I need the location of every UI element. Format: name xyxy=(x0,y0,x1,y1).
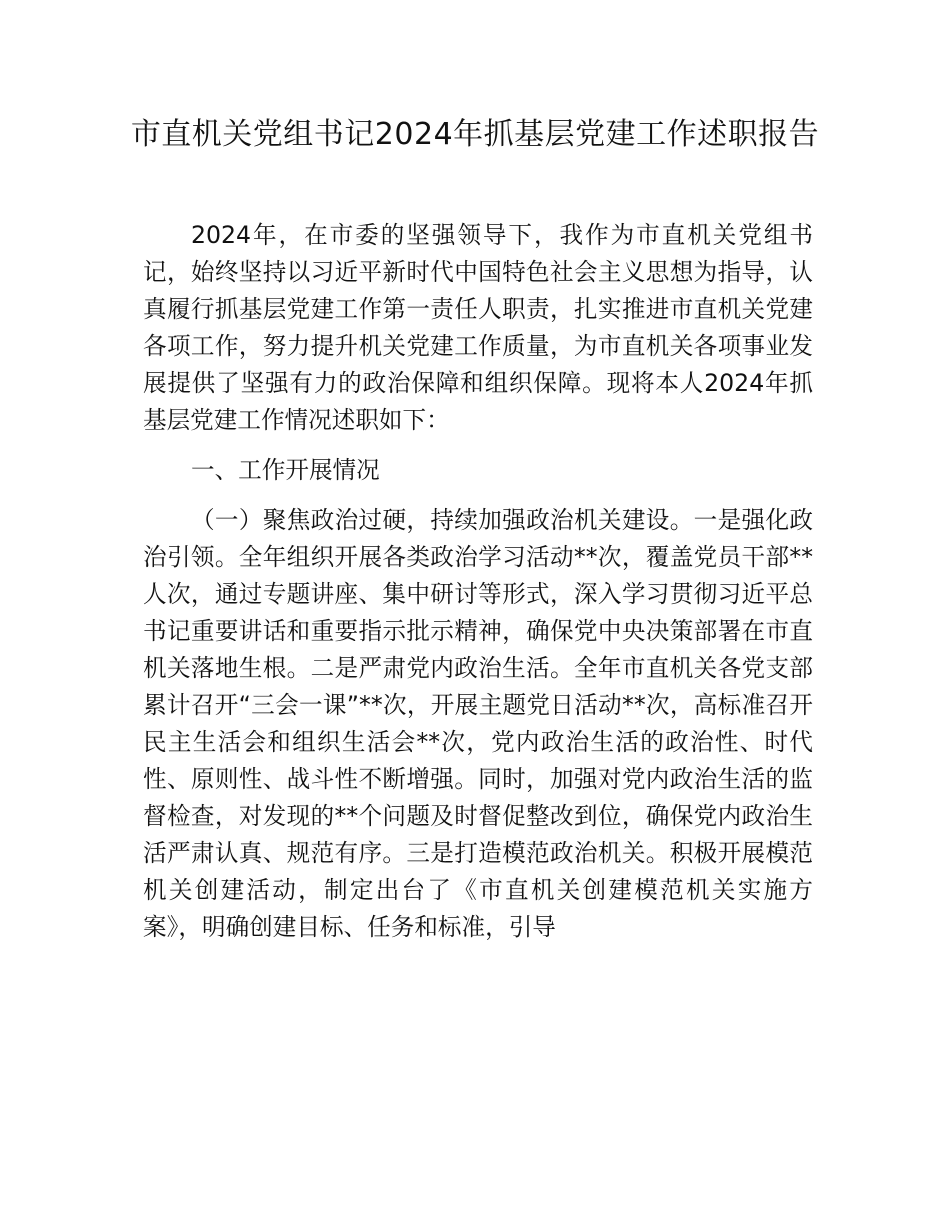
page-title: 市直机关党组书记2024年抓基层党建工作述职报告 xyxy=(130,117,820,152)
document-body xyxy=(143,217,813,946)
section-paragraph: （一）聚焦政治过硬，持续加强政治机关建设。一是强化政治引领。全年组织开展各类政治学习活动**次，覆盖党员干部**人次，通过专题讲座、集中研讨等形式，深入学习贯彻习近平总书记重要讲话和重要指示批示精神，确保党中央决策部署在市直机关落地生根。二是严肃党内政治生活。全年市直机关各党支部累计召开“三会一课”**次，开展主题党日活动**次，高标准召开民主生活会和组织生活会**次，党内政治生活的政治性、时代性、原则性、战斗性不断增强。同时，加强对党内政治生活的监督检查，对发现的**个问题及时督促整改到位，确保党内政治生活严肃认真、规范有序。三是打造模范政治机关。积极开展模范机关创建活动，制定出台了《市直机关创建模范机关实施方案》，明确创建目标、任务和标准，引导 xyxy=(143,506,813,941)
intro-paragraph: 2024年，在市委的坚强领导下，我作为市直机关党组书记，始终坚持以习近平新时代中国特色社会主义思想为指导，认真履行抓基层党建工作第一责任人职责，扎实推进市直机关党建各项工作，努力提升机关党建工作质量，为市直机关各项事业发展提供了坚强有力的政治保障和组织保障。现将本人2024年抓基层党建工作情况述职如下： xyxy=(143,221,813,434)
section-heading: 一、工作开展情况 xyxy=(191,456,380,484)
